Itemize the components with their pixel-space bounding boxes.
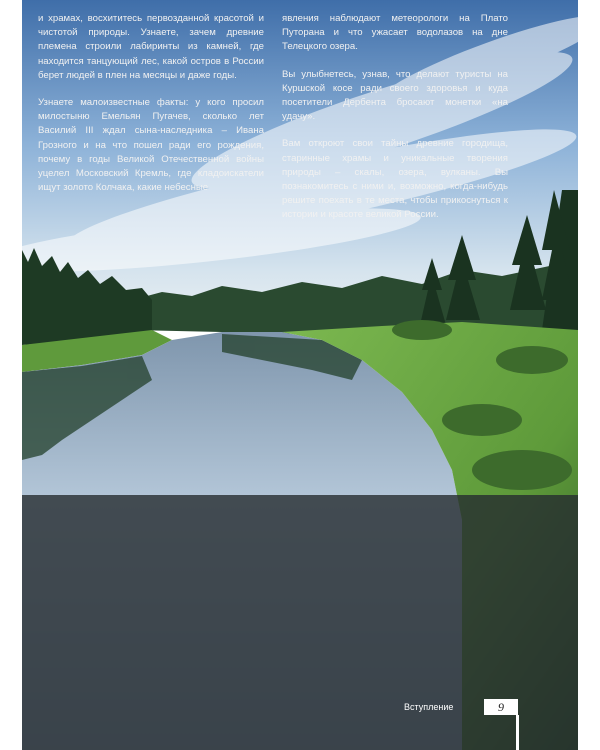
left-column — [38, 12, 264, 208]
paragraph: Вам откроют свои тайны древние городища, старинные храмы и уникальные творения природы – скалы, озера, вулканы. Вы познакомитесь с ними и, возможно, когда-нибудь решите поехать в те места, чтобы прикоснуться к истории и красоте великой России. — [282, 138, 508, 221]
section-label: Вступление — [404, 702, 454, 712]
page-edge-tab — [516, 715, 519, 750]
page-number: 9 — [498, 700, 504, 714]
paragraph: Вы улыбнетесь, узнав, что делают туристы на Куршской косе ради своего здоровья и куда посетители Дербента бросают монетки «на удачу». — [282, 68, 508, 123]
paragraph: явления наблюдают метеорологи на Плато Путорана и что ужасает водолазов на дне Телецкого озера. — [282, 13, 508, 53]
page-number-box — [484, 699, 518, 715]
right-column — [282, 12, 508, 236]
paragraph: и храмах, восхититесь первозданной красотой и чистотой природы. Узнаете, зачем древние племена строили лабиринты из камней, где находится танцующий лес, какой остров в России берет людей в плен на месяцы и даже годы. — [38, 13, 264, 81]
paragraph: Узнаете малоизвестные факты: у кого просил милостыню Емельян Пугачев, сколько лет Василий III ждал сына-наследника – Ивана Грозного и на что пошел ради его рождения, почему в годы Великой Отечественной войны уцелел Московский Кремль, где кладоискатели ищут золото Колчака, какие небесные — [38, 97, 264, 194]
